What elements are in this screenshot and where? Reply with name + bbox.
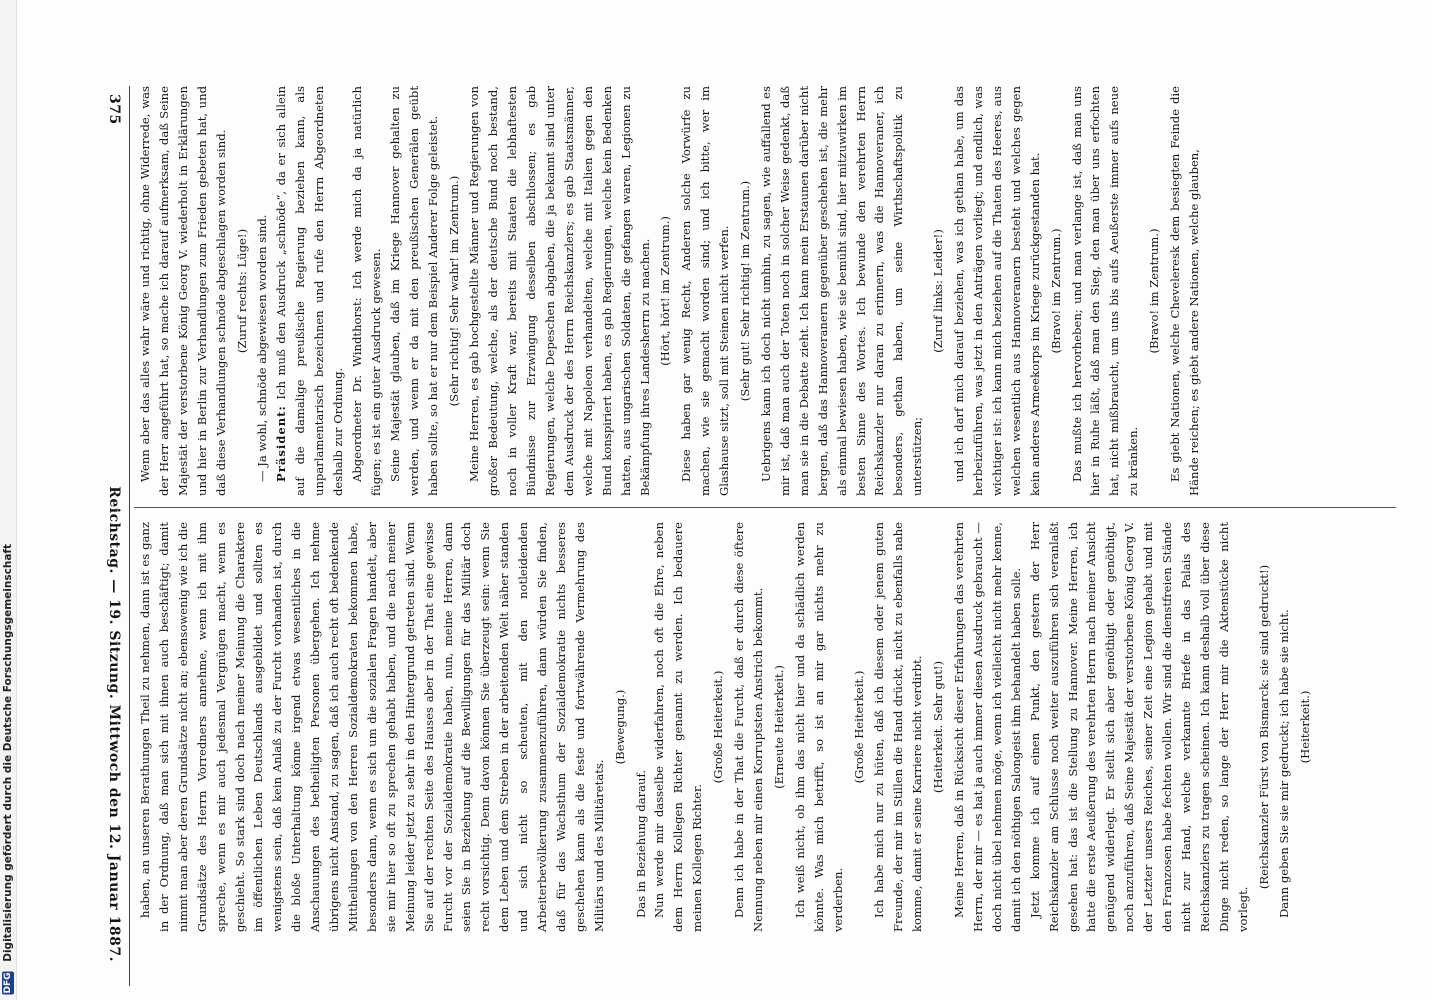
audience-reaction: (Heiterkeit.): [1298, 690, 1313, 764]
speech-paragraph: Wenn aber das alles wahr wäre und richtig, ohne Widerrede, was der Herr angeführt hat, so mache ich darauf aufmerksam, daß Seine Majestät der verstorbene König Georg V. wiederholt in Erklärungen und hier in Berlin zur Verhandlungen zum Frieden gebeten hat, und daß diese Verhandlungen schnöde abgeschlagen worden sind.: [138, 86, 228, 496]
speech-paragraph: und ich darf mich darauf beziehen, was ich gethan habe, um das herbeizuführen, was jetzt in den Anträgen vorliegt; und endlich, was wichtiger ist: ich kann mich beziehen auf die Thaten des Heeres, aus welchen wesentlich aus Hannoveranern besteht und welches gegen kein anderes Armeekorps im Kriege zurückgestanden hat.: [952, 86, 1042, 496]
audience-reaction: (Sehr gut! Sehr richtig! im Zentrum.): [738, 180, 753, 402]
dfg-logo: DFG: [3, 971, 13, 993]
speech-paragraph: Es giebt Nationen, welche Cheveleresk dem besiegten Feinde die Hände reichen; es giebt andere Nationen, welche glauben,: [1168, 86, 1201, 496]
column-rule: [134, 507, 1396, 508]
audience-reaction: (Zuruf links: Leider!): [931, 229, 946, 353]
audience-reaction: (Heiterkeit. Sehr gut!): [931, 660, 946, 794]
speech-paragraph: Das mußte ich hervorheben; und man verlange ist, daß man uns hier in Ruhe läßt, daß man den Sieg, den man über uns erfochten hat, nicht mißbraucht, um uns bis aufs Aeußerste immer aufs neue zu kränken.: [1069, 86, 1141, 496]
audience-reaction: (Bravo! im Zentrum.): [1048, 228, 1063, 354]
speech-paragraph: Meine Herren, es gab hochgestellte Männer und Regierungen von großer Bedeutung, welche, als der deutsche Bund noch bestand, noch in voller Kraft war, bereits mit Staaten die lebhaftesten Bündnisse zur Erzwingung desselben abschlossen; es gab Regierungen, welche Depeschen abgaben, die ja bekannt sind unter dem Ausdruck der des Herrn Reichskanzlers; es gab Staatsmänner, welche mit Napoleon verhandelten, welche mit Italien gegen den Bund konspiriert haben, es gab Regierungen, welche kein Bedenken hatten, aus ungarischen Soldaten, die gefangen waren, Legionen zu Bekämpfung ihres Landesherrn zu machen.: [467, 86, 652, 496]
speech-paragraph: Seine Majestät glauben, daß im Kriege Hannover gehalten zu werden, und wenn er da mit den preußischen Generälen geübt haben sollte, so hat er nur dem Beispiel Anderer Folge geleistet.: [387, 86, 440, 496]
page-header: [98, 86, 122, 986]
speech-text: Ich muß den Ausdruck „schnöde“, da er sich allein auf die damalige preußische Regierung beziehen kann, als unparlamentarisch bezeichnen und rufe den Herrn Abgeordneten deshalb zur Ordnung.: [274, 86, 346, 496]
speech-paragraph: Dann geben Sie sie mir gedruckt; ich habe sie nicht.: [1277, 609, 1292, 918]
speech-paragraph: Nun werde mir dasselbe widerfahren, noch oft die Ehre, neben dem Herrn Kollegen Richter genannt zu werden. Ich bedauere meinen Kollegen Richter.: [652, 522, 705, 932]
digitization-credit-text: Digitalisierung gefördert durch die Deutsche Forschungsgemeinschaft: [2, 543, 14, 962]
speaker-paragraph: [272, 86, 348, 496]
audience-reaction: (Reichskanzler Fürst von Bismarck: sie sind gedruckt!): [1256, 564, 1271, 890]
header-rule: [129, 86, 130, 986]
speech-paragraph: haben, an unseren Berathungen Theil zu nehmen, dann ist es ganz in der Ordnung, daß man sich mit ihnen auch beschäftigt; damit nimmt man aber deren Grundsätze nicht an; ebensowenig wie ich die Grundsätze des Herrn Vorredners annehme, wenn ich mit ihm spreche, wenn es mir auch jedesmal Vergnügen macht, wenn es geschieht. So stark sind doch nach meiner Meinung die Charaktere im öffentlichen Leben Deutschlands ausgebildet und sollten es wenigstens sein, daß kein Anlaß zu der Furcht vorhanden ist, durch die bloße Unterhaltung könne irgend etwas wesentliches in die Anschauungen des betheiligten Personen übergehen. Ich nehme übrigens nicht Anstand, zu sagen, daß ich auch recht oft bedenkende Mittheilungen von den Herren Sozialdemokraten bekommen habe, besonders dann, wenn es sich um die sozialen Fragen handelt, aber sie mir hier so oft zu sprechen gehabt haben, und die nach meiner Meinung leider jetzt zu sehr in den Hintergrund getreten sind. Wenn Sie auf der rechten Seite des Hauses aber in der That eine gewisse Furcht vor der Sozialdemokratie haben, nun, meine Herren, dann seien Sie in Beziehung auf die Bewilligungen für das Militär doch recht vorsichtig. Denn davon können Sie überzeugt sein: wenn Sie dem Leben und dem Streben in der arbeitenden Welt näher standen und sich nicht so scheuten, mit den notleidenden Arbeiterbevölkerung zusammenzuführen, dann würden Sie finden, daß für das Wachsthum der Sozialdemokratie nichts besseres geschehen kann als die feste und fortwährende Vermehrung des Militärs und des Militäretats.: [138, 522, 606, 932]
speech-paragraph: Meine Herren, daß in Rücksicht dieser Erfahrungen das verehrten Herrn, der mir — es hat ja auch immer diesen Ausdruck gebraucht — doch nicht übel nehmen möge, wenn ich vielleicht nicht mehr kenne, damit ich den nöthigen Salongeist ihm behandelt haben solle.: [952, 522, 1023, 932]
speech-paragraph: Diese haben gar wenig Recht, Anderen solche Vorwürfe zu machen, wie sie gemacht worden sind; und ich bitte, wer im Glashause sitzt, soll mit Steinen nicht werfen.: [679, 86, 732, 496]
running-title: Reichstag. — 19. Sitzung. Mittwoch den 12. Januar 1887.: [106, 486, 122, 962]
text-column-left: [136, 86, 1392, 496]
text-column-right: [136, 522, 1392, 932]
audience-reaction: (Bravo! im Zentrum.): [1147, 228, 1162, 354]
speech-paragraph: Ich weiß nicht, ob ihm das nicht hier und da schädlich werden könnte. Was mich betrifft, so ist an mir gar nichts mehr zu verderben.: [792, 522, 845, 932]
speech-paragraph: Denn ich habe in der That die Furcht, daß er durch diese öftere Nennung neben mir einen Korruptsten Anstrich bekommt.: [732, 522, 765, 932]
audience-reaction: (Erneute Heiterkeit.): [771, 665, 786, 789]
speech-paragraph: Abgeordneter Dr. Windthorst: Ich werde mich da ja natürlich fügen; es ist ein guter Ausdruck gewesen.: [349, 86, 383, 496]
audience-reaction: (Sehr richtig! Sehr wahr! im Zentrum.): [446, 175, 461, 407]
speech-paragraph: Jetzt komme ich auf einen Punkt, den gestern der Herr Reichskanzler am Schlusse noch weiter auszuführen sich veranlaßt gesehen hat: das ist die Stellung zu Hannover. Meine Herren, ich hatte die erste Aeußerung des verehrten Herrn nach meiner Ansicht genügend widerlegt. Er stellt sich aber genöthigt oder genöthigt, noch anzuführen, daß Seine Majestät der verstorbene König Georg V. der Letzter unsers Reiches, seiner Zeit eine Legion gehabt und mit den Franzosen habe fechten wollen. Wir sind die dienstfreien Stände nicht zur Hand, welche verkannte Briefe in das Palais des Reichskanzlers zu tragen scheinen. Ich kann deshalb voll über diese Dinge nicht reden, so lange der Herr mir die Aktenstücke nicht vorlegt.: [1027, 522, 1250, 932]
speech-paragraph: Ich habe mich nur zu hüten, daß ich diesem oder jenem guten Freunde, der mir im Stillen die Hand drückt, nicht zu ebenfalls nahe komme, damit er seine Karriere nicht verdirbt.: [872, 522, 925, 932]
audience-reaction: (Hört, hört! im Zentrum.): [658, 216, 673, 366]
speech-paragraph: Das in Beziehung darauf.: [633, 769, 648, 918]
audience-reaction: (Zuruf rechts: Lüge!): [234, 228, 249, 354]
audience-reaction: (Bewegung.): [612, 689, 627, 765]
audience-reaction: (Große Heiterkeit.): [711, 670, 726, 784]
speech-paragraph: — Ja wohl, schnöde abgewiesen worden sind.: [255, 214, 270, 482]
speaker-name: Präsident:: [274, 405, 289, 482]
page-number: 375: [106, 94, 122, 125]
audience-reaction: (Große Heiterkeit.): [851, 670, 866, 784]
speech-paragraph: Uebrigens kann ich doch nicht umhin, zu sagen, wie auffallend es mir ist, daß man auch der Toten noch in solcher Weise gedenkt, daß man sie in die Debatte zieht. Ich kann mein Erstaunen darüber nicht bergen, daß das Hannoveranern gegenüber geschehen ist, die mehr als einmal bewiesen haben, wie sie bemüht sind, hier mitzuwirken im besten Sinne des Wortes. Ich bewunde den verehrten Herrn Reichskanzler nur daran zu erinnern, was die Hannoveraner, ich besonders, gethan haben, um seine Wirthschaftspolitik zu unterstützen;: [759, 86, 925, 496]
